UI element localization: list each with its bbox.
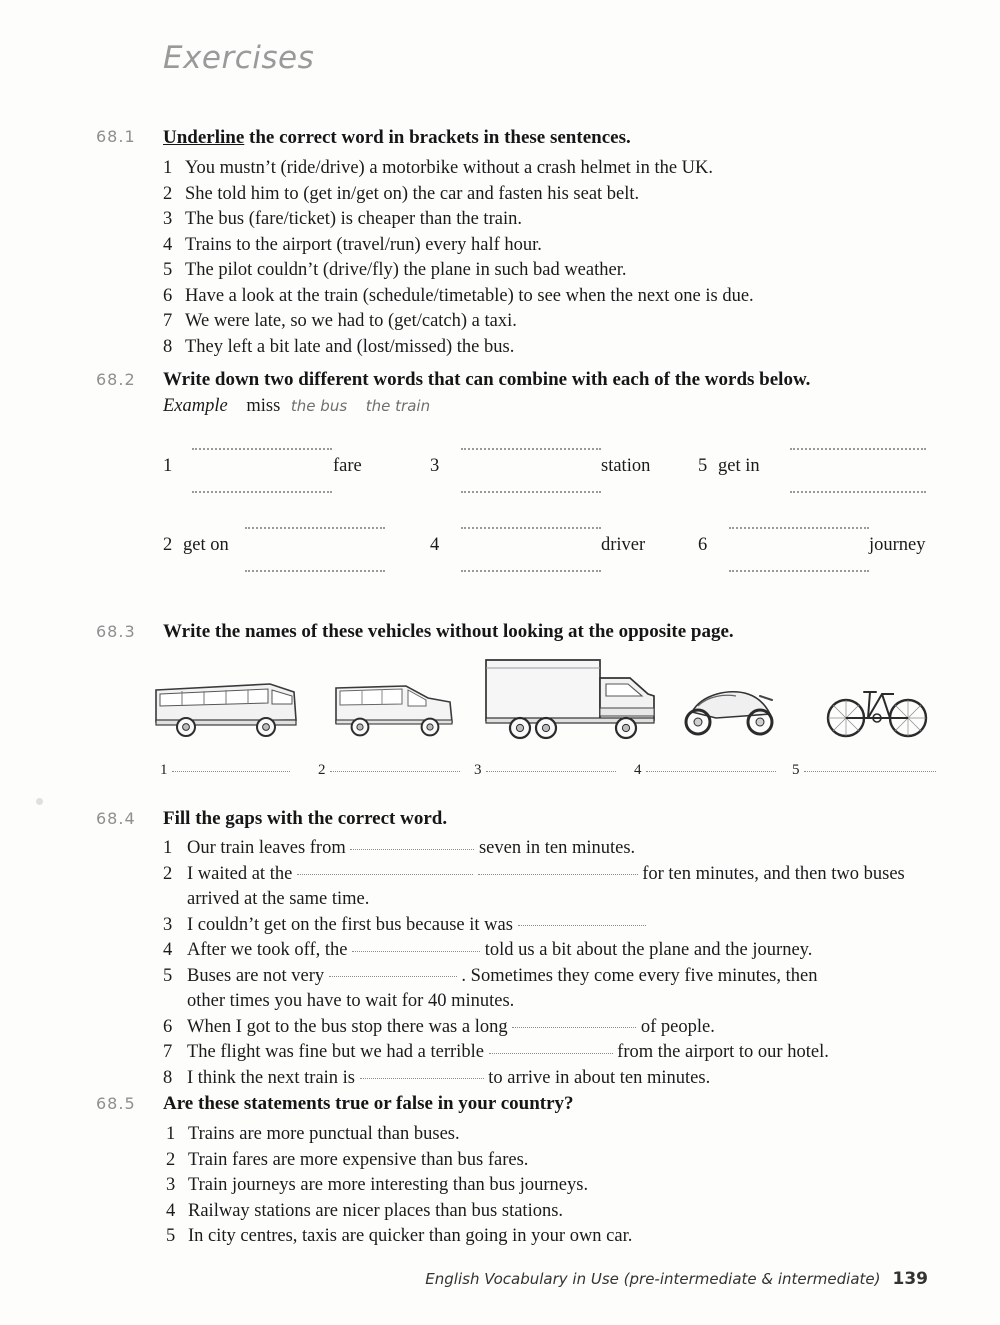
page-speck [36, 798, 43, 805]
example-label: Example [163, 396, 228, 416]
list-item [163, 309, 754, 335]
item-text[interactable]: Railway stations are nicer places than bus stations. [188, 1200, 564, 1221]
answer-blank-6b[interactable] [729, 570, 869, 572]
item-text-pre: When I got to the bus stop there was a long [187, 1016, 508, 1037]
item-number: 4 [163, 234, 173, 255]
example-word: miss [246, 396, 281, 416]
item-text-pre: I think the next train is [187, 1067, 356, 1088]
answer-blank-1b[interactable] [192, 491, 332, 493]
list-item-continuation [163, 989, 905, 1015]
question-list-68-1 [163, 156, 754, 360]
item-text-pre: The flight was fine but we had a terrible [187, 1042, 484, 1062]
answer-blank-4a[interactable] [461, 527, 601, 529]
vehicle-image-row [150, 648, 930, 758]
vehicle-answer-4[interactable] [634, 762, 776, 779]
item-text-pre: After we took off, the [187, 940, 348, 960]
item-number: 4 [166, 1200, 176, 1221]
exercise-number-68-1: 68.1 [96, 127, 136, 146]
exercise-instruction-68-2: Write down two different words that can combine with each of the words below. [163, 369, 811, 390]
item-number: 5 [163, 260, 173, 280]
answer-blank-3b[interactable] [461, 491, 601, 493]
item-text-post: for ten minutes, and then two buses [642, 863, 905, 884]
item-text-post: from the airport to our hotel. [617, 1042, 829, 1062]
exercise-instruction-68-4: Fill the gaps with the correct word. [163, 808, 448, 829]
vehicle-answer-1[interactable] [160, 762, 290, 779]
item-text[interactable]: She told him to (get in/get on) the car and fasten his seat belt. [185, 183, 640, 204]
item-text-pre: I couldn’t get on the first bus because it was [187, 914, 513, 935]
item-number: 1 [166, 1124, 176, 1144]
exercise-instruction-68-1 [163, 127, 631, 149]
fill-blank[interactable] [297, 873, 473, 875]
vehicle-answer-3[interactable] [474, 762, 616, 779]
item-text-post: . Sometimes they come every five minutes, then [461, 965, 818, 986]
list-item-continuation [163, 887, 905, 913]
lorry-truck-icon [480, 648, 670, 748]
exercise-number-68-4: 68.4 [96, 809, 136, 828]
cell-word-get-in: get in [718, 456, 760, 476]
page-number: 139 [892, 1269, 928, 1289]
item-number: 5 [166, 1226, 176, 1246]
answer-blank-6a[interactable] [729, 527, 869, 529]
item-number: 8 [163, 1067, 173, 1088]
item-text[interactable]: You mustn’t (ride/drive) a motorbike without a crash helmet in the UK. [185, 158, 714, 178]
exercise-instruction-68-3: Write the names of these vehicles without looking at the opposite page. [163, 621, 734, 642]
footer-source: English Vocabulary in Use (pre-intermediate & intermediate) [425, 1270, 881, 1288]
item-number: 7 [163, 1042, 173, 1062]
item-text[interactable]: In city centres, taxis are quicker than going in your own car. [188, 1226, 633, 1246]
cell-number-6: 6 [698, 535, 708, 555]
item-number: 6 [163, 1016, 173, 1037]
vehicle-number-3: 3 [474, 762, 482, 778]
list-item [163, 284, 754, 310]
item-number: 5 [163, 965, 173, 986]
exercise-number-68-3: 68.3 [96, 622, 136, 641]
item-number: 2 [163, 183, 173, 204]
item-text-pre: Our train leaves from [187, 838, 346, 858]
item-number: 4 [163, 940, 173, 960]
list-item [166, 1122, 632, 1148]
fill-blank[interactable] [518, 924, 646, 926]
answer-blank-1a[interactable] [192, 448, 332, 450]
list-item [163, 207, 754, 233]
question-list-68-5 [166, 1122, 632, 1250]
exercise-number-68-2: 68.2 [96, 370, 136, 389]
item-number: 3 [163, 914, 173, 935]
item-text-line2: arrived at the same time. [187, 889, 370, 909]
vehicle-answer-2[interactable] [318, 762, 460, 779]
cell-number-5: 5 [698, 456, 708, 476]
cell-word-fare: fare [333, 456, 362, 476]
answer-blank-2a[interactable] [245, 527, 385, 529]
list-item [163, 258, 754, 284]
cell-number-4: 4 [430, 535, 440, 555]
answer-blank-3a[interactable] [461, 448, 601, 450]
answer-blank-2b[interactable] [245, 570, 385, 572]
item-text-post: seven in ten minutes. [478, 838, 636, 858]
list-item [166, 1173, 632, 1199]
item-text[interactable]: They left a bit late and (lost/missed) the bus. [185, 336, 515, 357]
list-item [163, 938, 905, 964]
item-text[interactable]: The pilot couldn’t (drive/fly) the plane in such bad weather. [185, 260, 627, 280]
fill-blank[interactable] [329, 975, 457, 977]
page-title: Exercises [163, 40, 315, 76]
item-number: 1 [163, 838, 173, 858]
answer-blank-5b[interactable] [790, 491, 926, 493]
item-text[interactable]: Trains are more punctual than buses. [188, 1124, 460, 1144]
list-item [163, 1015, 905, 1041]
vehicle-number-4: 4 [634, 762, 642, 778]
vehicle-answer-5[interactable] [792, 762, 936, 779]
coach-bus-icon [150, 670, 300, 742]
item-number: 7 [163, 311, 173, 331]
item-text-post: told us a bit about the plane and the journey. [484, 940, 813, 960]
list-item [163, 1040, 905, 1066]
list-item [166, 1224, 632, 1250]
fill-blank[interactable] [352, 950, 480, 952]
item-text-pre: Buses are not very [187, 965, 325, 986]
exercise-number-68-5: 68.5 [96, 1094, 136, 1113]
cell-number-3: 3 [430, 456, 440, 476]
cell-word-get-on: get on [183, 535, 229, 555]
example-answer-2: the train [365, 397, 431, 415]
exercise-instruction-68-5: Are these statements true or false in your country? [163, 1093, 574, 1114]
vehicle-number-1: 1 [160, 762, 168, 778]
cell-word-driver: driver [601, 535, 646, 555]
list-item [166, 1199, 632, 1225]
item-text[interactable]: Trains to the airport (travel/run) every half hour. [185, 234, 542, 255]
item-text-pre: I waited at the [187, 863, 293, 884]
example-answer-1: the bus [290, 397, 348, 415]
cell-word-journey: journey [869, 535, 926, 555]
fill-blank[interactable] [478, 873, 638, 875]
van-icon [332, 676, 458, 742]
item-number: 2 [163, 863, 173, 884]
item-text-post: to arrive in about ten minutes. [488, 1067, 711, 1088]
motorbike-icon [674, 676, 784, 742]
list-item [163, 836, 905, 862]
fill-blank[interactable] [489, 1052, 613, 1054]
item-text[interactable]: We were late, so we had to (get/catch) a taxi. [185, 311, 517, 331]
list-item [163, 913, 905, 939]
list-item [163, 335, 754, 361]
list-item [163, 964, 905, 990]
item-text[interactable]: Train fares are more expensive than bus fares. [188, 1149, 529, 1170]
vehicle-number-2: 2 [318, 762, 326, 778]
question-list-68-4 [163, 836, 905, 1091]
item-text-post: of people. [640, 1016, 715, 1037]
fill-blank[interactable] [350, 848, 474, 850]
list-item [166, 1148, 632, 1174]
item-number: 1 [163, 158, 173, 178]
instruction-underline-word: Underline [163, 127, 245, 148]
item-number: 2 [166, 1149, 176, 1170]
answer-blank-5a[interactable] [790, 448, 926, 450]
list-item [163, 862, 905, 888]
cell-word-station: station [601, 456, 651, 476]
item-text[interactable]: Train journeys are more interesting than bus journeys. [188, 1175, 589, 1195]
cell-number-1: 1 [163, 456, 173, 476]
cell-number-2: 2 [163, 535, 173, 555]
vehicle-number-5: 5 [792, 762, 800, 778]
list-item [163, 1066, 905, 1092]
item-text[interactable]: The bus (fare/ticket) is cheaper than the train. [185, 209, 522, 229]
bicycle-icon [824, 674, 930, 742]
item-number: 6 [163, 285, 173, 306]
page-footer [425, 1269, 928, 1289]
list-item [163, 233, 754, 259]
item-text[interactable]: Have a look at the train (schedule/timetable) to see when the next one is due. [185, 285, 754, 306]
item-number: 3 [166, 1175, 176, 1195]
fill-blank[interactable] [360, 1077, 484, 1079]
item-number: 3 [163, 209, 173, 229]
answer-blank-4b[interactable] [461, 570, 601, 572]
instruction-rest: the correct word in brackets in these sentences. [244, 127, 631, 148]
list-item [163, 156, 754, 182]
list-item [163, 182, 754, 208]
example-line-68-2 [163, 396, 430, 417]
item-number: 8 [163, 336, 173, 357]
item-text-line2: other times you have to wait for 40 minutes. [187, 991, 515, 1011]
fill-blank[interactable] [512, 1026, 636, 1028]
